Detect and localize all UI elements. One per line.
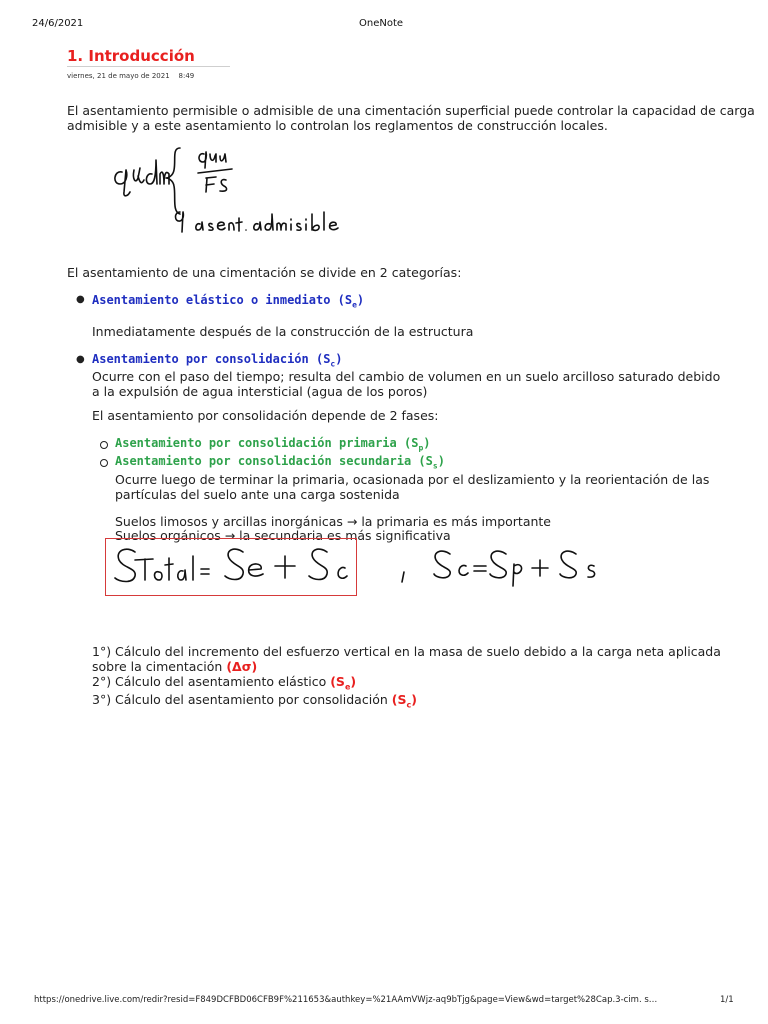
elastic-settlement-heading: Asentamiento elástico o inmediato $(S_e)$ xyxy=(92,293,365,310)
consolidation-settlement-heading: Asentamiento por consolidación $(S_c)$ xyxy=(92,352,343,369)
consolidation-phases-intro: El asentamiento por consolidación depende de 2 fases: xyxy=(92,408,439,423)
title-underline xyxy=(67,66,230,67)
sub-bullet-circle xyxy=(100,459,108,467)
secondary-consolidation-heading: Asentamiento por consolidación secundaria $(S_s)$ xyxy=(115,454,445,471)
secondary-desc-line-2: partículas del suelo ante una carga sostenida xyxy=(115,487,400,502)
handwritten-total-settlement-formula xyxy=(105,538,355,594)
consolidation-desc-line-1: Ocurre con el paso del tiempo; resulta del cambio de volumen en un suelo arcilloso saturado debido xyxy=(92,369,721,384)
elastic-settlement-description: Inmediatamente después de la construcción de la estructura xyxy=(92,324,474,339)
handwritten-qadm-sketch xyxy=(108,140,358,240)
bullet-dot: ● xyxy=(76,294,85,305)
step-1-line-2: sobre la cimentación (Δσ) xyxy=(92,659,258,674)
handwritten-consolidation-formula xyxy=(368,538,608,594)
delta-sigma-mark: (Δσ) xyxy=(226,659,258,674)
soil-note-line-1: Suelos limosos y arcillas inorgánicas → la primaria es más importante xyxy=(115,514,551,529)
soil-note-line-2: Suelos orgánicos → la secundaria es más significativa xyxy=(115,528,451,543)
step-3: 3°) Cálculo del asentamiento por consolidación $(S_c)$ xyxy=(92,692,417,710)
step-2: 2°) Cálculo del asentamiento elástico $(S_e)$ xyxy=(92,674,357,692)
print-app-name: OneNote xyxy=(359,18,404,29)
footer-url: https://onedrive.live.com/redir?resid=F849DCFBD06CFB9F%211653&authkey=%21AAmVWjz-aq9bTjg&page=View&wd=target%28Cap.3-cim. s… xyxy=(34,995,658,1005)
sub-bullet-circle xyxy=(100,441,108,449)
primary-consolidation-heading: Asentamiento por consolidación primaria $(S_p)$ xyxy=(115,436,431,453)
print-date: 24/6/2021 xyxy=(32,18,84,29)
intro-line-2: admisible y a este asentamiento lo controlan los reglamentos de construcción locales. xyxy=(67,118,608,133)
footer-page-number: 1/1 xyxy=(720,995,734,1005)
consolidation-desc-line-2: a la expulsión de agua intersticial (agua de los poros) xyxy=(92,384,428,399)
categories-intro: El asentamiento de una cimentación se divide en 2 categorías: xyxy=(67,265,462,280)
page-title: 1. Introducción xyxy=(67,47,195,65)
bullet-dot: ● xyxy=(76,354,85,365)
page-created-date: viernes, 21 de mayo de 2021 8:49 xyxy=(67,72,195,80)
step-1-line-1: 1°) Cálculo del incremento del esfuerzo vertical en la masa de suelo debido a la carga neta aplicada xyxy=(92,644,721,659)
secondary-desc-line-1: Ocurre luego de terminar la primaria, ocasionada por el deslizamiento y la reorientación de las xyxy=(115,472,710,487)
intro-line-1: El asentamiento permisible o admisible de una cimentación superficial puede controlar la capacidad de carga xyxy=(67,103,755,118)
